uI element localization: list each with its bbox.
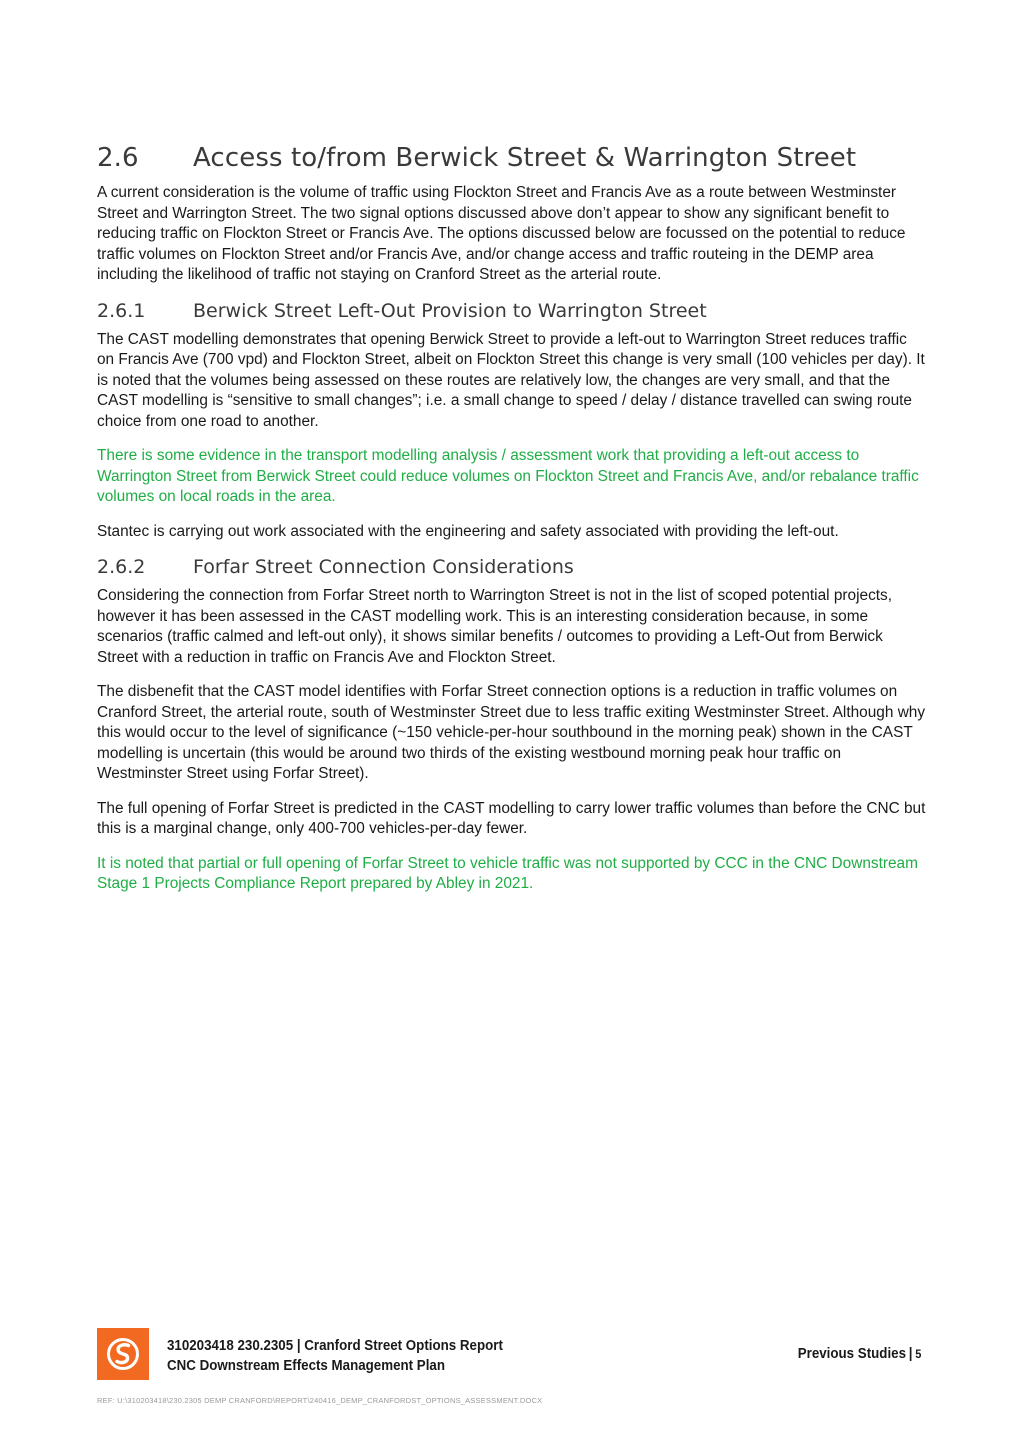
section-number: 2.6 [97,143,139,173]
subsection-title: Forfar Street Connection Considerations [193,556,574,578]
footer-report-info [167,1336,503,1376]
forfar-finding-paragraph: It is noted that partial or full opening of Forfar Street to vehicle traffic was not supported by CCC in the CNC Downstream Stage 1 Projects Compliance Report prepared by Abley in 2021. [97,854,918,892]
subsection-number: 2.6.2 [97,556,146,578]
footer-section-label: Previous Studies [797,1346,906,1362]
forfar-paragraph-3: The full opening of Forfar Street is predicted in the CAST modelling to carry lower traffic volumes than before the CNC but this is a marginal change, only 400-700 vehicles-per-day fewer. [97,799,926,837]
page-number: 5 [914,1347,921,1361]
forfar-paragraph-2: The disbenefit that the CAST model identifies with Forfar Street connection options is a reduction in traffic volumes on Cranford Street, the arterial route, south of Westminster Street due to less traffic exiting Westminster Street. Although why this would occur to the level of significance (~150 vehicle-per-hour southbound in the morning peak) shown in the CAST modelling is uncertain (this would be around two thirds of the existing westbound morning peak hour traffic on Westminster Street using Forfar Street). [97,683,926,782]
footer-report-title: 310203418 230.2305 | Cranford Street Options Report [167,1338,503,1354]
berwick-finding-paragraph: There is some evidence in the transport modelling analysis / assessment work that providing a left-out access to Warrington Street from Berwick Street could reduce volumes on Flockton Street and Francis Ave, and/or rebalance traffic volumes on local roads in the area. [97,447,919,505]
page-footer [97,1328,923,1380]
subsection-number: 2.6.1 [97,299,146,322]
subsection-heading-forfar [97,556,927,578]
section-heading [97,143,927,173]
footer-separator: | [908,1346,913,1362]
footer-report-subtitle: CNC Downstream Effects Management Plan [167,1358,445,1374]
page-content [97,143,927,909]
berwick-paragraph-3: Stantec is carrying out work associated with the engineering and safety associated with providing the left-out. [97,522,839,540]
subsection-title: Berwick Street Left-Out Provision to Warrington Street [193,299,707,322]
section-title: Access to/from Berwick Street & Warrington Street [193,143,857,173]
subsection-heading-berwick [97,300,927,322]
footer-page-info [797,1346,921,1362]
section-intro-paragraph: A current consideration is the volume of traffic using Flockton Street and Francis Ave as a route between Westminster Street and Warrington Street. The two signal options discussed above don’t appear to show any significant benefit to reducing traffic on Flockton Street or Francis Ave. The options discussed below are focussed on the potential to reduce traffic volumes on Flockton Street and/or Francis Ave, and/or change access and traffic routeing in the DEMP area including the likelihood of traffic not staying on Cranford Street as the arterial route. [97,184,906,283]
berwick-paragraph-1: The CAST modelling demonstrates that opening Berwick Street to provide a left-out to Warrington Street reduces traffic on Francis Ave (700 vpd) and Flockton Street, albeit on Flockton Street this change is very small (100 vehicles per day). It is noted that the volumes being assessed on these routes are relatively low, the changes are very small, and that the CAST modelling is “sensitive to small changes”; i.e. a small change to speed / delay / distance travelled can swing route choice from one road to another. [97,330,925,430]
forfar-paragraph-1: Considering the connection from Forfar Street north to Warrington Street is not in the list of scoped potential projects, however it has been assessed in the CAST modelling work. This is an interesting consideration because, in some scenarios (traffic calmed and left-out only), it shows similar benefits / outcomes to providing a Left-Out from Berwick Street with a reduction in traffic on Francis Ave and Flockton Street. [97,587,893,666]
stantec-logo-icon [97,1328,149,1380]
file-reference: REF: U:\310203418\230.2305 DEMP CRANFORD\REPORT\240416_DEMP_CRANFORDST_OPTIONS_ASSESSMENT.DOCX [97,1396,543,1405]
